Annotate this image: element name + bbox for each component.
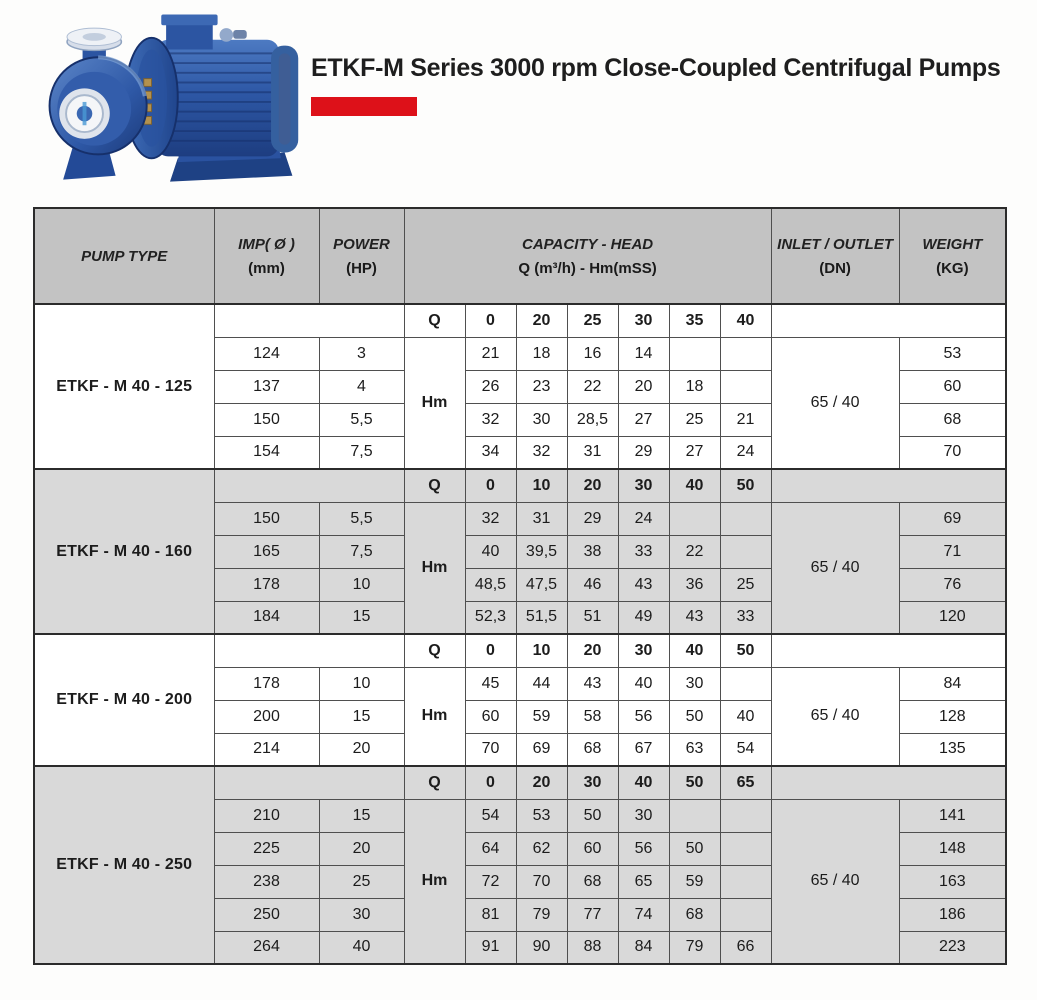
impeller-diameter-cell: 250 [214,898,319,931]
head-value-cell: 40 [465,535,516,568]
head-value-cell: 18 [669,370,720,403]
flow-rate-cell: 30 [618,304,669,337]
weight-header-label: WEIGHT [922,235,983,253]
head-value-cell: 56 [618,832,669,865]
head-value-cell: 54 [720,733,771,766]
impeller-diameter-cell: 238 [214,865,319,898]
flow-rate-cell: 40 [720,304,771,337]
impeller-diameter-cell: 165 [214,535,319,568]
flow-rate-cell: 20 [516,304,567,337]
head-value-cell: 59 [669,865,720,898]
power-hp-cell: 7,5 [319,436,404,469]
head-value-cell: 14 [618,337,669,370]
head-value-cell: 79 [516,898,567,931]
flow-rate-cell: 25 [567,304,618,337]
head-value-cell: 64 [465,832,516,865]
head-value-cell [720,667,771,700]
power-unit-label: (HP) [346,259,377,277]
head-value-cell: 50 [567,799,618,832]
weight-kg-cell: 128 [899,700,1006,733]
power-hp-cell: 7,5 [319,535,404,568]
head-value-cell: 56 [618,700,669,733]
impeller-diameter-cell: 264 [214,931,319,964]
power-hp-cell: 15 [319,799,404,832]
flow-rate-cell: 20 [567,634,618,667]
head-value-cell: 79 [669,931,720,964]
head-value-cell [720,832,771,865]
impeller-unit-label: (mm) [248,259,285,277]
col-header-weight [899,208,1006,304]
head-value-cell: 44 [516,667,567,700]
col-header-impeller [214,208,319,304]
col-header-power [319,208,404,304]
head-value-cell: 59 [516,700,567,733]
head-value-cell: 39,5 [516,535,567,568]
head-value-cell: 67 [618,733,669,766]
blank-spacer-cell [214,469,404,502]
blank-spacer-cell [771,469,1006,502]
hm-label-cell: Hm [404,799,465,964]
flow-rate-cell: 50 [669,766,720,799]
impeller-diameter-cell: 124 [214,337,319,370]
head-value-cell: 34 [465,436,516,469]
head-value-cell: 50 [669,700,720,733]
head-value-cell: 36 [669,568,720,601]
weight-kg-cell: 135 [899,733,1006,766]
pump-type-cell: ETKF - M 40 - 160 [34,469,214,634]
flow-rate-cell: 20 [567,469,618,502]
head-value-cell: 26 [465,370,516,403]
head-value-cell: 77 [567,898,618,931]
head-value-cell: 60 [567,832,618,865]
head-value-cell: 24 [618,502,669,535]
blank-spacer-cell [771,304,1006,337]
impeller-diameter-cell: 154 [214,436,319,469]
inlet-outlet-unit-label: (DN) [819,259,851,277]
pump-product-image [34,4,306,196]
head-value-cell: 29 [567,502,618,535]
blank-spacer-cell [771,766,1006,799]
capacity-header-label: CAPACITY - HEAD [521,235,654,253]
head-value-cell: 30 [618,799,669,832]
head-value-cell: 43 [618,568,669,601]
power-hp-cell: 5,5 [319,502,404,535]
col-header-capacity-head [404,208,771,304]
inlet-outlet-header-label: INLET / OUTLET [777,235,893,253]
q-label-cell: Q [404,469,465,502]
blank-spacer-cell [214,634,404,667]
impeller-diameter-cell: 150 [214,502,319,535]
power-hp-cell: 4 [319,370,404,403]
head-value-cell: 47,5 [516,568,567,601]
flow-rate-cell: 40 [669,469,720,502]
flow-rate-cell: 20 [516,766,567,799]
head-value-cell: 54 [465,799,516,832]
head-value-cell: 45 [465,667,516,700]
head-value-cell: 53 [516,799,567,832]
head-value-cell [720,535,771,568]
hero-section [0,0,1037,200]
weight-unit-label: (KG) [936,259,969,277]
head-value-cell: 43 [669,601,720,634]
head-value-cell: 29 [618,436,669,469]
weight-kg-cell: 141 [899,799,1006,832]
head-value-cell: 66 [720,931,771,964]
impeller-diameter-cell: 178 [214,667,319,700]
impeller-diameter-cell: 184 [214,601,319,634]
head-value-cell: 40 [618,667,669,700]
power-hp-cell: 25 [319,865,404,898]
power-hp-cell: 20 [319,832,404,865]
head-value-cell: 72 [465,865,516,898]
head-value-cell: 84 [618,931,669,964]
pump-type-cell: ETKF - M 40 - 125 [34,304,214,469]
head-value-cell [720,865,771,898]
head-value-cell: 27 [669,436,720,469]
head-value-cell: 74 [618,898,669,931]
q-label-cell: Q [404,766,465,799]
power-hp-cell: 10 [319,667,404,700]
head-value-cell: 32 [516,436,567,469]
head-value-cell: 30 [516,403,567,436]
hm-label-cell: Hm [404,337,465,469]
table-header-row [34,208,1006,304]
head-value-cell: 33 [618,535,669,568]
impeller-diameter-cell: 225 [214,832,319,865]
flow-rate-cell: 65 [720,766,771,799]
impeller-diameter-cell: 214 [214,733,319,766]
flow-header-row [34,634,1006,667]
impeller-diameter-cell: 150 [214,403,319,436]
weight-kg-cell: 84 [899,667,1006,700]
flow-rate-cell: 50 [720,634,771,667]
inlet-outlet-dn-cell: 65 / 40 [771,502,899,634]
head-value-cell: 68 [567,733,618,766]
flow-rate-cell: 35 [669,304,720,337]
impeller-header-label: IMP( Ø ) [238,235,295,253]
head-value-cell [720,502,771,535]
flow-header-row [34,304,1006,337]
head-value-cell: 32 [465,403,516,436]
blank-spacer-cell [214,766,404,799]
pump-type-header-label: PUMP TYPE [81,247,168,265]
head-value-cell [720,799,771,832]
flow-rate-cell: 10 [516,634,567,667]
head-value-cell: 50 [669,832,720,865]
head-value-cell: 62 [516,832,567,865]
inlet-outlet-dn-cell: 65 / 40 [771,667,899,766]
hm-label-cell: Hm [404,667,465,766]
head-value-cell [669,337,720,370]
inlet-outlet-dn-cell: 65 / 40 [771,799,899,964]
flow-header-row [34,766,1006,799]
weight-kg-cell: 223 [899,931,1006,964]
head-value-cell [720,898,771,931]
head-value-cell: 91 [465,931,516,964]
flow-rate-cell: 50 [720,469,771,502]
head-value-cell: 24 [720,436,771,469]
blank-spacer-cell [214,304,404,337]
head-value-cell: 27 [618,403,669,436]
flow-rate-cell: 30 [567,766,618,799]
flow-rate-cell: 10 [516,469,567,502]
weight-kg-cell: 53 [899,337,1006,370]
head-value-cell: 65 [618,865,669,898]
weight-kg-cell: 163 [899,865,1006,898]
weight-kg-cell: 70 [899,436,1006,469]
head-value-cell: 68 [567,865,618,898]
flow-rate-cell: 0 [465,634,516,667]
power-hp-cell: 15 [319,601,404,634]
head-value-cell: 38 [567,535,618,568]
head-value-cell: 31 [567,436,618,469]
head-value-cell: 40 [720,700,771,733]
flow-header-row [34,469,1006,502]
title-accent-bar [311,97,417,116]
flow-rate-cell: 30 [618,469,669,502]
flow-rate-cell: 0 [465,766,516,799]
flow-rate-cell: 0 [465,469,516,502]
head-value-cell: 31 [516,502,567,535]
title-block [311,54,1021,116]
flow-rate-cell: 40 [618,766,669,799]
head-value-cell: 88 [567,931,618,964]
head-value-cell: 51,5 [516,601,567,634]
weight-kg-cell: 76 [899,568,1006,601]
head-value-cell: 18 [516,337,567,370]
flow-rate-cell: 0 [465,304,516,337]
head-value-cell: 51 [567,601,618,634]
power-hp-cell: 40 [319,931,404,964]
q-label-cell: Q [404,634,465,667]
head-value-cell: 28,5 [567,403,618,436]
head-value-cell: 90 [516,931,567,964]
impeller-diameter-cell: 178 [214,568,319,601]
blank-spacer-cell [771,634,1006,667]
weight-kg-cell: 148 [899,832,1006,865]
head-value-cell: 70 [516,865,567,898]
power-hp-cell: 30 [319,898,404,931]
head-value-cell: 22 [669,535,720,568]
page-title: ETKF-M Series 3000 rpm Close-Coupled Centrifugal Pumps [311,54,1001,82]
inlet-outlet-dn-cell: 65 / 40 [771,337,899,469]
head-value-cell [669,799,720,832]
head-value-cell [669,502,720,535]
power-hp-cell: 15 [319,700,404,733]
head-value-cell: 25 [720,568,771,601]
head-value-cell: 70 [465,733,516,766]
head-value-cell: 32 [465,502,516,535]
head-value-cell: 49 [618,601,669,634]
power-hp-cell: 20 [319,733,404,766]
head-value-cell: 33 [720,601,771,634]
head-value-cell [720,370,771,403]
pump-type-cell: ETKF - M 40 - 250 [34,766,214,964]
pump-spec-table [33,207,1007,965]
weight-kg-cell: 68 [899,403,1006,436]
power-hp-cell: 10 [319,568,404,601]
pump-type-cell: ETKF - M 40 - 200 [34,634,214,766]
hm-label-cell: Hm [404,502,465,634]
weight-kg-cell: 60 [899,370,1006,403]
head-value-cell: 25 [669,403,720,436]
flow-rate-cell: 40 [669,634,720,667]
head-value-cell: 48,5 [465,568,516,601]
impeller-diameter-cell: 137 [214,370,319,403]
head-value-cell: 81 [465,898,516,931]
head-value-cell [720,337,771,370]
table-body [34,304,1006,964]
head-value-cell: 43 [567,667,618,700]
impeller-diameter-cell: 200 [214,700,319,733]
head-value-cell: 30 [669,667,720,700]
weight-kg-cell: 120 [899,601,1006,634]
head-value-cell: 20 [618,370,669,403]
head-value-cell: 16 [567,337,618,370]
head-value-cell: 60 [465,700,516,733]
power-hp-cell: 5,5 [319,403,404,436]
head-value-cell: 46 [567,568,618,601]
power-header-label: POWER [333,235,390,253]
weight-kg-cell: 186 [899,898,1006,931]
impeller-diameter-cell: 210 [214,799,319,832]
flow-rate-cell: 30 [618,634,669,667]
q-label-cell: Q [404,304,465,337]
col-header-inlet-outlet [771,208,899,304]
head-value-cell: 22 [567,370,618,403]
power-hp-cell: 3 [319,337,404,370]
head-value-cell: 52,3 [465,601,516,634]
head-value-cell: 69 [516,733,567,766]
capacity-unit-label: Q (m³/h) - Hm(mSS) [518,259,657,277]
head-value-cell: 63 [669,733,720,766]
head-value-cell: 23 [516,370,567,403]
head-value-cell: 58 [567,700,618,733]
weight-kg-cell: 69 [899,502,1006,535]
col-header-pump-type [34,208,214,304]
head-value-cell: 68 [669,898,720,931]
weight-kg-cell: 71 [899,535,1006,568]
head-value-cell: 21 [720,403,771,436]
head-value-cell: 21 [465,337,516,370]
